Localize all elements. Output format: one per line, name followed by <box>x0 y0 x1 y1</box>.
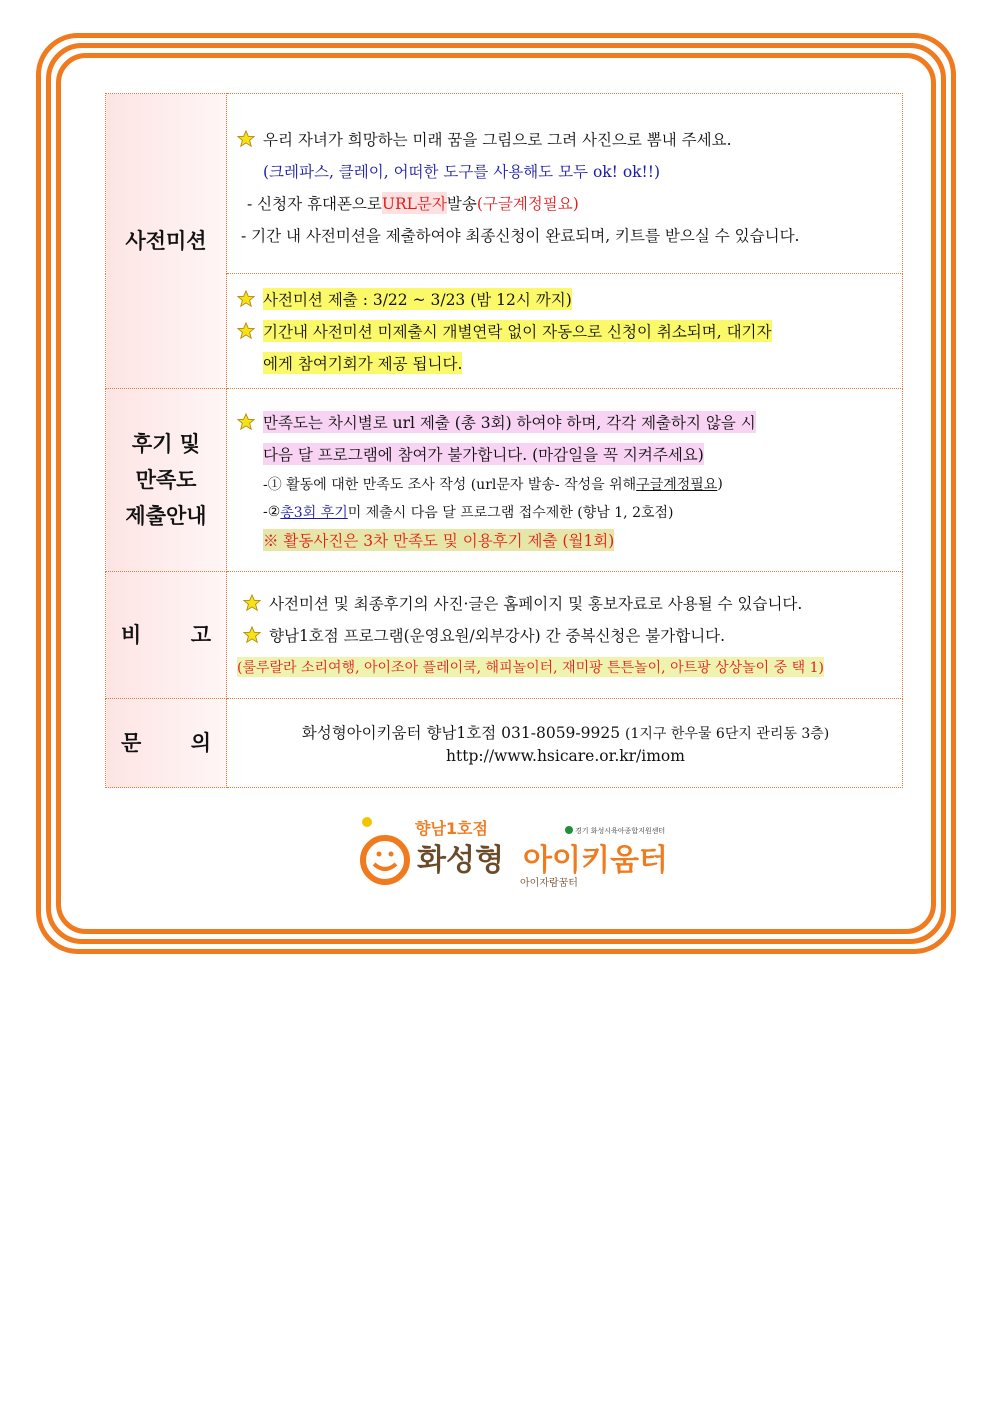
logo-tagline: 아이자람꿈터 <box>520 878 578 889</box>
mission-header <box>106 94 227 389</box>
star-icon <box>237 290 255 308</box>
review-line2: 다음 달 프로그램에 참여가 불가합니다. (마감일을 꼭 지켜주세요) <box>237 438 894 470</box>
mission-header-label: 사전미션 <box>125 229 207 253</box>
review-row <box>106 389 903 572</box>
review-line5: ※ 활동사진은 3차 만족도 및 이용후기 제출 (월1회) <box>237 526 894 554</box>
contact-header: 문 의 <box>106 699 227 788</box>
review-body <box>227 389 903 572</box>
contact-url[interactable]: http://www.hsicare.or.kr/imom <box>446 747 685 765</box>
contact-row <box>106 699 903 788</box>
mission-row <box>106 94 903 274</box>
review-line3: -① 활동에 대한 만족도 조사 작성 (url문자 발송- 작성을 위해 구글계정필요 ) <box>263 476 723 493</box>
notes-line1: 사전미션 및 최종후기의 사진·글은 홈페이지 및 홍보자료로 사용될 수 있습니다. <box>237 587 894 619</box>
logo-branch: 향남1호점 <box>415 819 488 838</box>
notes-row <box>106 572 903 699</box>
mission-line1: 우리 자녀가 희망하는 미래 꿈을 그림으로 그려 사진으로 뽐내 주세요. <box>237 123 894 155</box>
contact-body <box>227 699 903 788</box>
mission-deadline-body <box>227 274 903 389</box>
review-count-link[interactable]: 총3회 후기 <box>280 505 348 521</box>
star-icon <box>237 130 255 148</box>
logo-face-icon <box>363 838 407 882</box>
star-icon <box>243 594 261 612</box>
logo-org: 경기 화성시육아종합지원센터 <box>575 827 666 835</box>
review-line4: -② 총3회 후기 미 제출시 다음 달 프로그램 접수제한 (향남 1, 2호점) <box>263 504 674 521</box>
review-line1: 만족도는 차시별로 url 제출 (총 3회) 하여야 하며, 각각 제출하지 않을 시 <box>237 406 894 438</box>
hwaseong-aikiumteo-logo <box>355 812 675 892</box>
star-icon <box>243 626 261 644</box>
notes-line3: (룰루랄라 소리여행, 아이조아 플레이쿡, 해피놀이터, 재미팡 튼튼놀이, 아트팡 상상놀이 중 택 1) <box>237 651 894 683</box>
mission-line6: 기간내 사전미션 미제출시 개별연락 없이 자동으로 신청이 취소되며, 대기자 <box>237 315 894 347</box>
contact-line1: 화성형아이키움터 향남1호점 031-8059-9925 (1지구 한우물 6단지 관리동 3층) <box>301 724 830 742</box>
info-table <box>105 93 903 788</box>
logo-name-1: 화성형 <box>417 843 504 878</box>
review-header: 후기 및 만족도 제출안내 <box>106 389 227 572</box>
notes-line2: 향남1호점 프로그램(운영요원/외부강사) 간 중복신청은 불가합니다. <box>237 619 894 651</box>
star-icon <box>237 413 255 431</box>
mission-line4: - 기간 내 사전미션을 제출하여야 최종신청이 완료되며, 키트를 받으실 수 있습니다. <box>241 226 800 245</box>
mission-line7: 에게 참여기회가 제공 됩니다. <box>237 347 894 379</box>
mission-body <box>227 94 903 274</box>
mission-line2: (크레파스, 클레이, 어떠한 도구를 사용해도 모두 ok! ok!!) <box>263 162 661 181</box>
star-icon <box>237 322 255 340</box>
notes-body <box>227 572 903 699</box>
logo-star-dot <box>362 817 372 827</box>
mission-line5: 사전미션 제출 : 3/22 ~ 3/23 (밤 12시 까지) <box>237 283 894 315</box>
logo-name-2: 아이키움터 <box>523 843 668 878</box>
notes-header: 비 고 <box>106 572 227 699</box>
mission-line3: - 신청자 휴대폰으로 URL문자 발송 (구글계정필요) <box>237 187 894 219</box>
